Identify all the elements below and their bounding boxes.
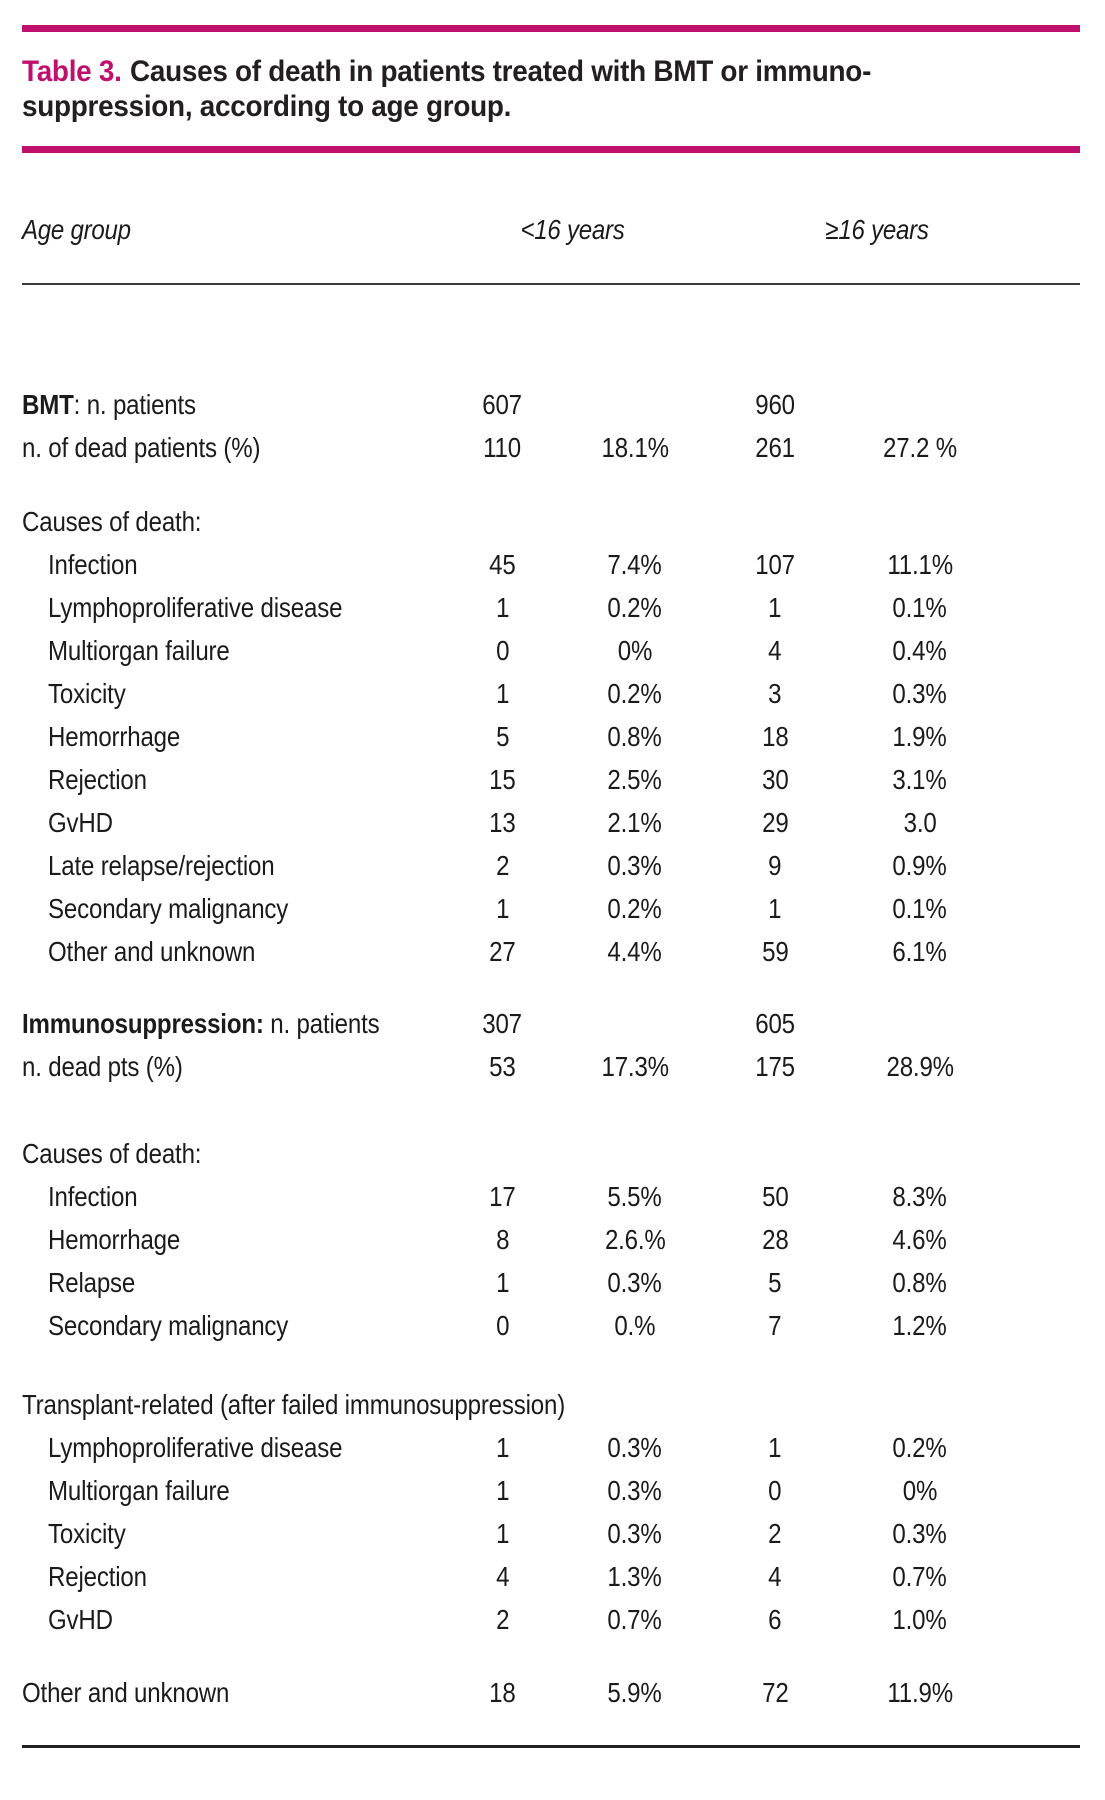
row-value: 28.9% (886, 1050, 954, 1082)
row-value: 4 (495, 1560, 510, 1592)
row-value: 0.7% (607, 1603, 663, 1635)
row-value: 7.4% (607, 548, 663, 580)
row-value: 72 (761, 1676, 789, 1708)
row-value: 50 (761, 1180, 789, 1212)
row-label: Multiorgan failure (48, 634, 230, 666)
row-value: 307 (482, 1007, 523, 1039)
row-value (705, 506, 845, 538)
row-value: 6.1% (892, 935, 948, 967)
table-row (22, 1002, 1080, 1045)
row-value: 13 (489, 806, 516, 838)
row-label: Other and unknown (48, 935, 256, 967)
row-value: 0.3% (607, 849, 663, 881)
row-value: 2 (495, 1603, 510, 1635)
row-label: Causes of death: (22, 505, 202, 537)
row-value (565, 1389, 705, 1421)
caption-line-2 (22, 89, 1080, 124)
row-value: 0.1% (892, 591, 948, 623)
row-value: 1 (495, 892, 510, 924)
table-row (22, 844, 1080, 887)
row-label: Toxicity (48, 677, 126, 709)
row-value: 4 (768, 1560, 782, 1592)
row-value: 0.3% (607, 1266, 663, 1298)
row-value (845, 1389, 995, 1421)
row-value: 3 (768, 677, 782, 709)
section-transplant (22, 1383, 1080, 1641)
row-value (440, 506, 565, 538)
row-value: 110 (483, 431, 522, 463)
table-row (22, 586, 1080, 629)
row-label: Causes of death: (22, 1137, 202, 1169)
row-value: 59 (761, 935, 789, 967)
row-value: 9 (768, 849, 782, 881)
section-immuno (22, 1002, 1080, 1088)
row-label: Infection (48, 1180, 138, 1212)
row-value: 0% (617, 634, 653, 666)
row-value: 0.3% (607, 1474, 663, 1506)
row-value: 107 (755, 548, 795, 580)
table-row (22, 758, 1080, 801)
row-label: Multiorgan failure (48, 1474, 230, 1506)
row-label: Lymphoproliferative disease (48, 591, 343, 623)
table-row (22, 1671, 1080, 1714)
row-value: 15 (489, 763, 516, 795)
row-value: 29 (761, 806, 789, 838)
row-value: 17.3% (601, 1050, 669, 1082)
section-bmt-causes (22, 500, 1080, 973)
row-value: 0.8% (607, 720, 663, 752)
table-row (22, 1261, 1080, 1304)
row-label: Other and unknown (22, 1676, 230, 1708)
table-row (22, 1175, 1080, 1218)
row-value: 960 (755, 388, 795, 420)
row-value: 18 (489, 1676, 516, 1708)
row-value: 45 (489, 548, 516, 580)
row-label: Lymphoproliferative disease (48, 1431, 343, 1463)
row-value: 0.3% (607, 1517, 663, 1549)
row-value: 175 (755, 1050, 795, 1082)
row-value: 5 (495, 720, 510, 752)
row-value: 4.4% (607, 935, 663, 967)
row-value: 1.9% (892, 720, 948, 752)
row-value: 1 (768, 591, 782, 623)
row-value: 30 (761, 763, 789, 795)
caption-line-1 (22, 54, 1080, 89)
table-row (22, 426, 1080, 469)
row-label: Relapse (48, 1266, 136, 1298)
table-row (22, 1045, 1080, 1088)
row-value: 8 (495, 1223, 510, 1255)
row-label: Rejection (48, 1560, 147, 1592)
table-row (22, 1304, 1080, 1347)
table-row (22, 887, 1080, 930)
row-value: 11.9% (887, 1676, 953, 1708)
row-value: 3.1% (892, 763, 948, 795)
row-value: 28 (761, 1223, 789, 1255)
row-value: 2.6.% (604, 1223, 666, 1255)
top-accent-rule (22, 25, 1080, 32)
row-value: 607 (482, 388, 523, 420)
row-label: Hemorrhage (48, 1223, 181, 1255)
section-bmt (22, 383, 1080, 469)
row-value: 1 (495, 1474, 510, 1506)
table-row (22, 930, 1080, 973)
row-label: Hemorrhage (48, 720, 181, 752)
row-value: 0.1% (892, 892, 948, 924)
table-row (22, 1383, 1080, 1426)
row-value: 18 (761, 720, 789, 752)
row-label: Infection (48, 548, 138, 580)
row-value: 0.9% (892, 849, 948, 881)
row-value: 5 (768, 1266, 782, 1298)
row-value: 27.2 % (883, 431, 957, 463)
table-row (22, 1512, 1080, 1555)
row-value: 8.3% (892, 1180, 948, 1212)
row-value: 0.2% (607, 677, 663, 709)
row-value (845, 1008, 995, 1040)
row-value: 3.0 (903, 806, 937, 838)
row-value: 11.1% (887, 548, 953, 580)
row-value (440, 1138, 565, 1170)
row-value: 1.3% (607, 1560, 663, 1592)
row-value (705, 1389, 845, 1421)
caption-accent-rule (22, 146, 1080, 153)
row-value: 7 (768, 1309, 782, 1341)
row-label: GvHD (48, 806, 113, 838)
row-value: 2.1% (607, 806, 663, 838)
row-value: 1 (768, 1431, 782, 1463)
table-row (22, 1426, 1080, 1469)
row-value: 0.2% (607, 591, 663, 623)
row-value (845, 1138, 995, 1170)
row-value: 1 (495, 1517, 510, 1549)
row-value: 1 (495, 1431, 510, 1463)
table-row (22, 500, 1080, 543)
column-header-row (22, 208, 1080, 251)
bottom-rule (22, 1745, 1080, 1748)
row-label: Rejection (48, 763, 147, 795)
row-value: 605 (755, 1007, 795, 1039)
table-caption (22, 54, 1080, 124)
row-value (565, 506, 705, 538)
row-value: 4.6% (892, 1223, 948, 1255)
row-label: GvHD (48, 1603, 113, 1635)
row-label: Secondary malignancy (48, 1309, 289, 1341)
row-value: 6 (768, 1603, 782, 1635)
row-label: Transplant-related (after failed immunosuppression) (22, 1388, 566, 1420)
row-label: n. of dead patients (%) (22, 431, 261, 463)
row-value: 1 (768, 892, 782, 924)
table-row (22, 383, 1080, 426)
row-value (705, 1138, 845, 1170)
row-value: 0 (495, 1309, 510, 1341)
table-row (22, 672, 1080, 715)
row-value: 1 (495, 1266, 510, 1298)
table-body (22, 383, 1080, 1714)
row-value: 261 (755, 431, 795, 463)
row-label: Toxicity (48, 1517, 126, 1549)
row-label: Secondary malignancy (48, 892, 289, 924)
row-value: 2 (495, 849, 510, 881)
row-value: 0.2% (607, 892, 663, 924)
section-other (22, 1671, 1080, 1714)
row-value (845, 506, 995, 538)
over-16-header: ≥16 years (825, 213, 930, 245)
caption-text-1: Causes of death in patients treated with BMT or immuno- (129, 55, 872, 88)
table-row (22, 801, 1080, 844)
row-label: n. dead pts (%) (22, 1050, 183, 1082)
row-value: 17 (489, 1180, 516, 1212)
table-row (22, 1218, 1080, 1261)
row-value: 0.3% (607, 1431, 663, 1463)
table-row (22, 629, 1080, 672)
table-content (22, 25, 1080, 1748)
table-row (22, 1598, 1080, 1641)
row-value: 1 (495, 677, 510, 709)
row-value (565, 1138, 705, 1170)
row-value: 1 (495, 591, 510, 623)
age-group-header: Age group (22, 213, 131, 245)
caption-text-2: suppression, according to age group. (22, 90, 512, 123)
table-row (22, 543, 1080, 586)
row-label: Late relapse/rejection (48, 849, 275, 881)
row-value: 0.2% (892, 1431, 948, 1463)
row-value: 18.1% (601, 431, 669, 463)
row-value: 0.3% (892, 1517, 948, 1549)
row-value (565, 1008, 705, 1040)
under-16-header: <16 years (520, 213, 625, 245)
row-value (565, 389, 705, 421)
row-label: Immunosuppression: n. patients (22, 1007, 380, 1039)
row-value: 0.4% (892, 634, 948, 666)
table-row (22, 1555, 1080, 1598)
table-row (22, 715, 1080, 758)
row-value: 0% (902, 1474, 938, 1506)
row-value (845, 389, 995, 421)
section-immuno-causes (22, 1132, 1080, 1347)
row-value: 0 (495, 634, 510, 666)
row-value: 53 (489, 1050, 516, 1082)
row-label: BMT: n. patients (22, 388, 196, 420)
row-value: 0.% (614, 1309, 656, 1341)
row-value: 5.9% (607, 1676, 663, 1708)
table-row (22, 1132, 1080, 1175)
header-rule (22, 283, 1080, 285)
row-value: 0.7% (892, 1560, 948, 1592)
row-value: 1.2% (892, 1309, 948, 1341)
row-value: 0.8% (892, 1266, 948, 1298)
row-value: 0.3% (892, 677, 948, 709)
table-number: Table 3. (22, 55, 122, 88)
row-value: 2 (768, 1517, 782, 1549)
row-value: 2.5% (607, 763, 663, 795)
row-value: 0 (768, 1474, 782, 1506)
table-row (22, 1469, 1080, 1512)
row-value: 5.5% (607, 1180, 663, 1212)
row-value: 4 (768, 634, 782, 666)
row-value: 1.0% (892, 1603, 948, 1635)
row-value: 27 (489, 935, 516, 967)
